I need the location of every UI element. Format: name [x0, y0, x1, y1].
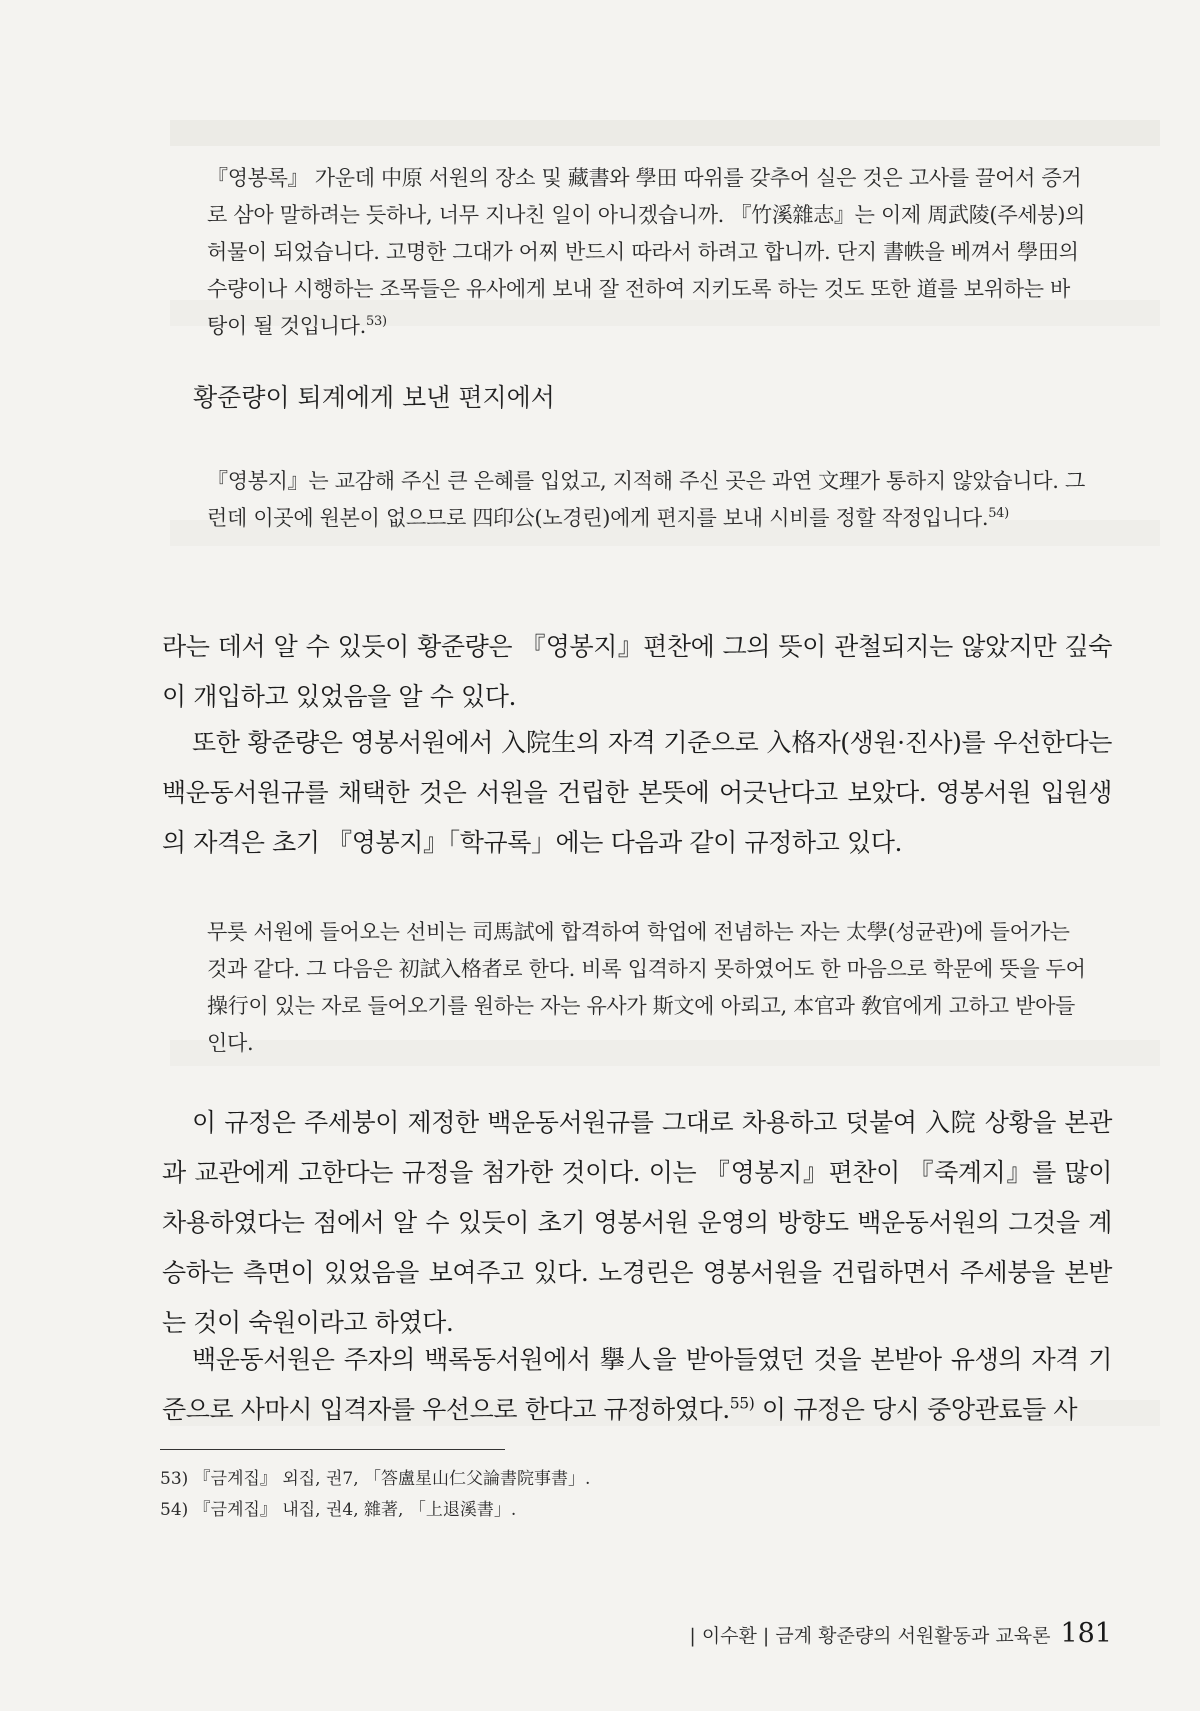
body-paragraph-2 — [162, 718, 1112, 868]
paragraph-text: 백운동서원은 주자의 백록동서원에서 擧人을 받아들였던 것을 본받아 유생의 자격 기준으로 사마시 입격자를 우선으로 한다고 규정하였다. — [162, 1345, 1112, 1424]
page-footer — [689, 1618, 1112, 1649]
bleed-through — [170, 120, 1160, 146]
paragraph-tail: 이 규정은 당시 중앙관료들 사 — [754, 1395, 1078, 1424]
quote-text: 『영봉록』 가운데 中原 서원의 장소 및 藏書와 學田 따위를 갖추어 실은 것은 고사를 끌어서 증거로 삼아 말하려는 듯하나, 너무 지나친 일이 아니겠습니까. 『竹溪雜志』는 이제 周武陵(주세붕)의 허물이 되었습니다. 고명한 그대가 어찌 반드시 따라서 하려고 합니까. 단지 書帙을 베껴서 學田의 수량이나 시행하는 조목들은 유사에게 보내 잘 전하여 지키도록 하는 것도 또한 道를 보위하는 바탕이 될 것입니다. — [207, 166, 1086, 338]
paragraph-text: 라는 데서 알 수 있듯이 황준량은 『영봉지』편찬에 그의 뜻이 관철되지는 않았지만 깊숙이 개입하고 있었음을 알 수 있다. — [162, 632, 1112, 711]
block-quote-1 — [207, 160, 1087, 345]
subheading: 황준량이 퇴계에게 보낸 편지에서 — [193, 383, 555, 412]
body-paragraph-4 — [162, 1335, 1112, 1435]
footnote-ref: 53) — [366, 314, 387, 329]
footnote-54: 54) 『금계집』 내집, 권4, 雜著, 「上退溪書」. — [160, 1500, 517, 1520]
footnote-ref: 55) — [729, 1394, 755, 1413]
footnote-53: 53) 『금계집』 외집, 권7, 「答盧星山仁父論書院事書」. — [160, 1469, 591, 1489]
body-paragraph-1 — [162, 622, 1112, 722]
running-title: | 이수환 | 금계 황준량의 서원활동과 교육론 — [689, 1625, 1051, 1647]
block-quote-2 — [207, 463, 1087, 537]
paragraph-text: 이 규정은 주세붕이 제정한 백운동서원규를 그대로 차용하고 덧붙여 入院 상황을 본관과 교관에게 고한다는 규정을 첨가한 것이다. 이는 『영봉지』편찬이 『죽계지』를 많이 차용하였다는 점에서 알 수 있듯이 초기 영봉서원 운영의 방향도 백운동서원의 그것을 계승하는 측면이 있었음을 보여주고 있다. 노경린은 영봉서원을 건립하면서 주세붕을 본받는 것이 숙원이라고 하였다. — [162, 1108, 1112, 1337]
footnote-divider — [160, 1449, 505, 1450]
footnotes — [160, 1464, 1060, 1526]
quote-text: 『영봉지』는 교감해 주신 큰 은혜를 입었고, 지적해 주신 곳은 과연 文理가 통하지 않았습니다. 그런데 이곳에 원본이 없으므로 四印公(노경린)에게 편지를 보내 시비를 정할 작정입니다. — [207, 469, 1085, 530]
quote-text: 무릇 서원에 들어오는 선비는 司馬試에 합격하여 학업에 전념하는 자는 太學(성균관)에 들어가는 것과 같다. 그 다음은 初試入格者로 한다. 비록 입격하지 못하였어도 한 마음으로 학문에 뜻을 두어 操行이 있는 자로 들어오기를 원하는 자는 유사가 斯文에 아뢰고, 本官과 敎官에게 고하고 받아들인다. — [207, 920, 1086, 1055]
paragraph-text: 또한 황준량은 영봉서원에서 入院生의 자격 기준으로 入格자(생원·진사)를 우선한다는 백운동서원규를 채택한 것은 서원을 건립한 본뜻에 어긋난다고 보았다. 영봉서원 입원생의 자격은 초기 『영봉지』「학규록」에는 다음과 같이 규정하고 있다. — [162, 728, 1112, 857]
block-quote-3 — [207, 914, 1087, 1062]
body-paragraph-3 — [162, 1098, 1112, 1348]
footnote-ref: 54) — [988, 506, 1009, 521]
page-number: 181 — [1060, 1618, 1112, 1649]
